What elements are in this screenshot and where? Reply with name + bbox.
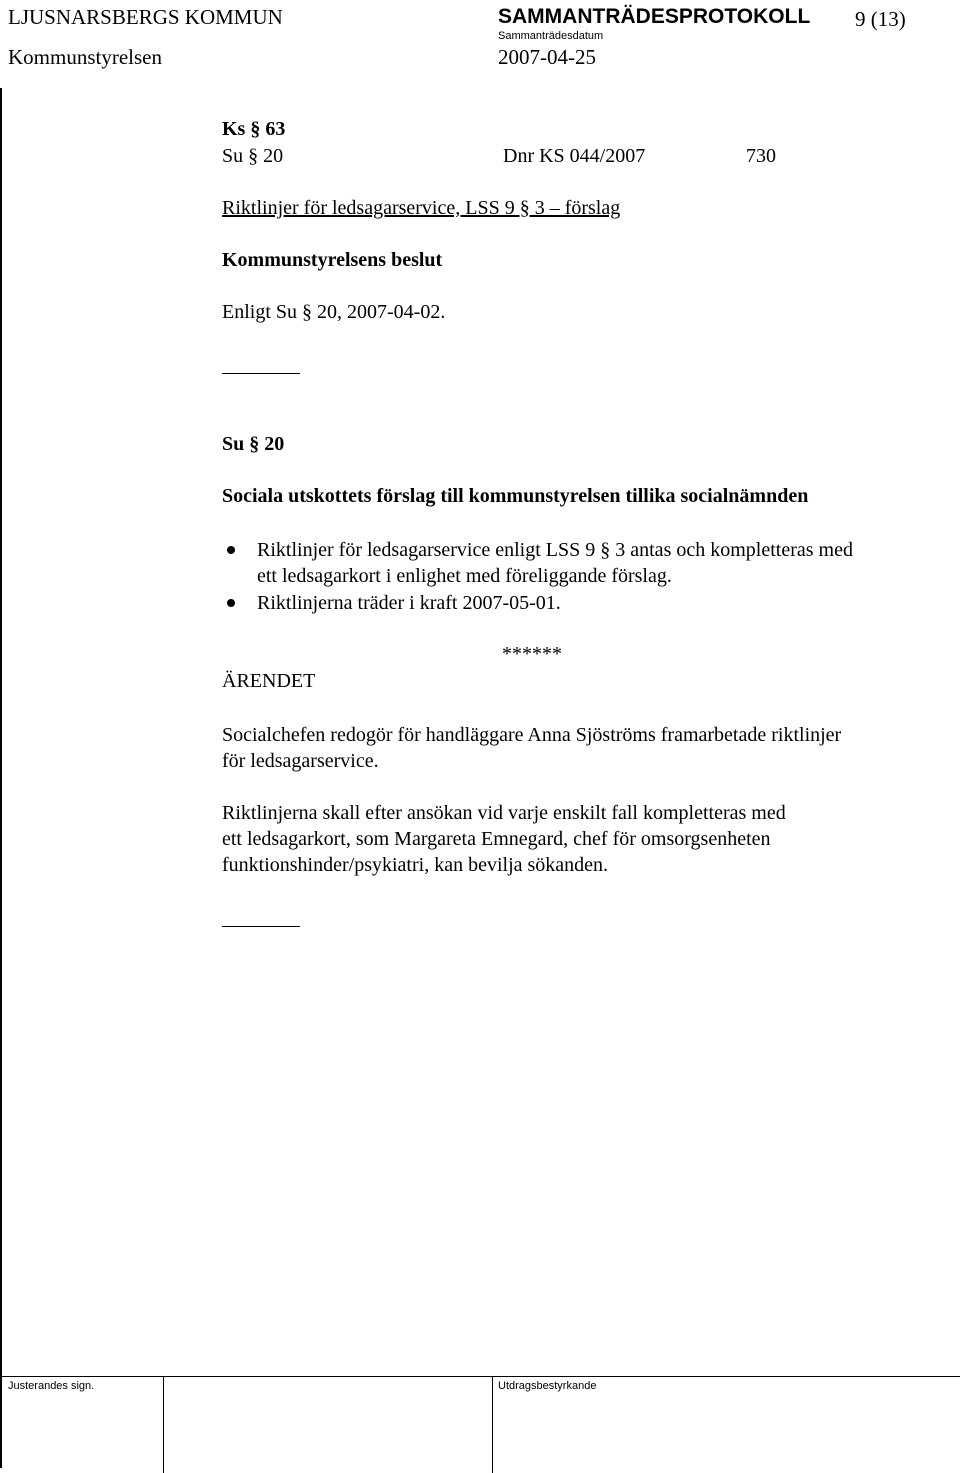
- document-title: SAMMANTRÄDESPROTOKOLL: [498, 5, 811, 28]
- case-title: Riktlinjer för ledsagarservice, LSS 9 § 3 – förslag: [222, 197, 621, 219]
- archive-code: 730: [746, 145, 776, 167]
- bullet-text-continued: ett ledsagarkort i enlighet med föreliggande förslag.: [257, 565, 672, 587]
- section-divider: [222, 373, 300, 374]
- footer-column-divider: [163, 1376, 164, 1473]
- arendet-paragraph-2-continued: ett ledsagarkort, som Margareta Emnegard, chef för omsorgsenheten: [222, 828, 771, 850]
- bullet-dot: [227, 599, 235, 607]
- su-section-heading: Sociala utskottets förslag till kommunstyrelsen tillika socialnämnden: [222, 485, 809, 507]
- ks-paragraph-number: Ks § 63: [222, 118, 286, 140]
- diary-number: Dnr KS 044/2007: [503, 145, 646, 167]
- bullet-dot: [227, 546, 235, 554]
- end-divider: [222, 926, 300, 927]
- arendet-paragraph-2: Riktlinjerna skall efter ansökan vid varje enskilt fall kompletteras med: [222, 802, 786, 824]
- arendet-paragraph-1-continued: för ledsagarservice.: [222, 750, 379, 772]
- municipality-name: LJUSNARSBERGS KOMMUN: [8, 5, 283, 29]
- separator-stars: ******: [502, 643, 562, 665]
- decision-heading: Kommunstyrelsens beslut: [222, 249, 443, 271]
- meeting-date: 2007-04-25: [498, 45, 596, 69]
- committee-name: Kommunstyrelsen: [8, 45, 162, 69]
- left-margin-rule: [0, 88, 2, 1468]
- footer-certification-label: Utdragsbestyrkande: [498, 1380, 597, 1392]
- bullet-text: Riktlinjer för ledsagarservice enligt LSS 9 § 3 antas och kompletteras med: [257, 539, 853, 561]
- arendet-heading: ÄRENDET: [222, 670, 316, 692]
- footer-column-divider: [492, 1376, 493, 1473]
- decision-text: Enligt Su § 20, 2007-04-02.: [222, 301, 446, 323]
- page-number: 9 (13): [855, 7, 906, 31]
- su-section-number: Su § 20: [222, 433, 285, 455]
- meeting-date-label: Sammanträdesdatum: [498, 30, 604, 42]
- footer-top-border: [0, 1376, 960, 1377]
- footer-signature-label: Justerandes sign.: [8, 1380, 95, 1392]
- su-paragraph-number: Su § 20: [222, 145, 284, 167]
- arendet-paragraph-2-end: funktionshinder/psykiatri, kan bevilja sökanden.: [222, 854, 609, 876]
- arendet-paragraph-1: Socialchefen redogör för handläggare Anna Sjöströms framarbetade riktlinjer: [222, 724, 842, 746]
- bullet-text: Riktlinjerna träder i kraft 2007-05-01.: [257, 592, 561, 614]
